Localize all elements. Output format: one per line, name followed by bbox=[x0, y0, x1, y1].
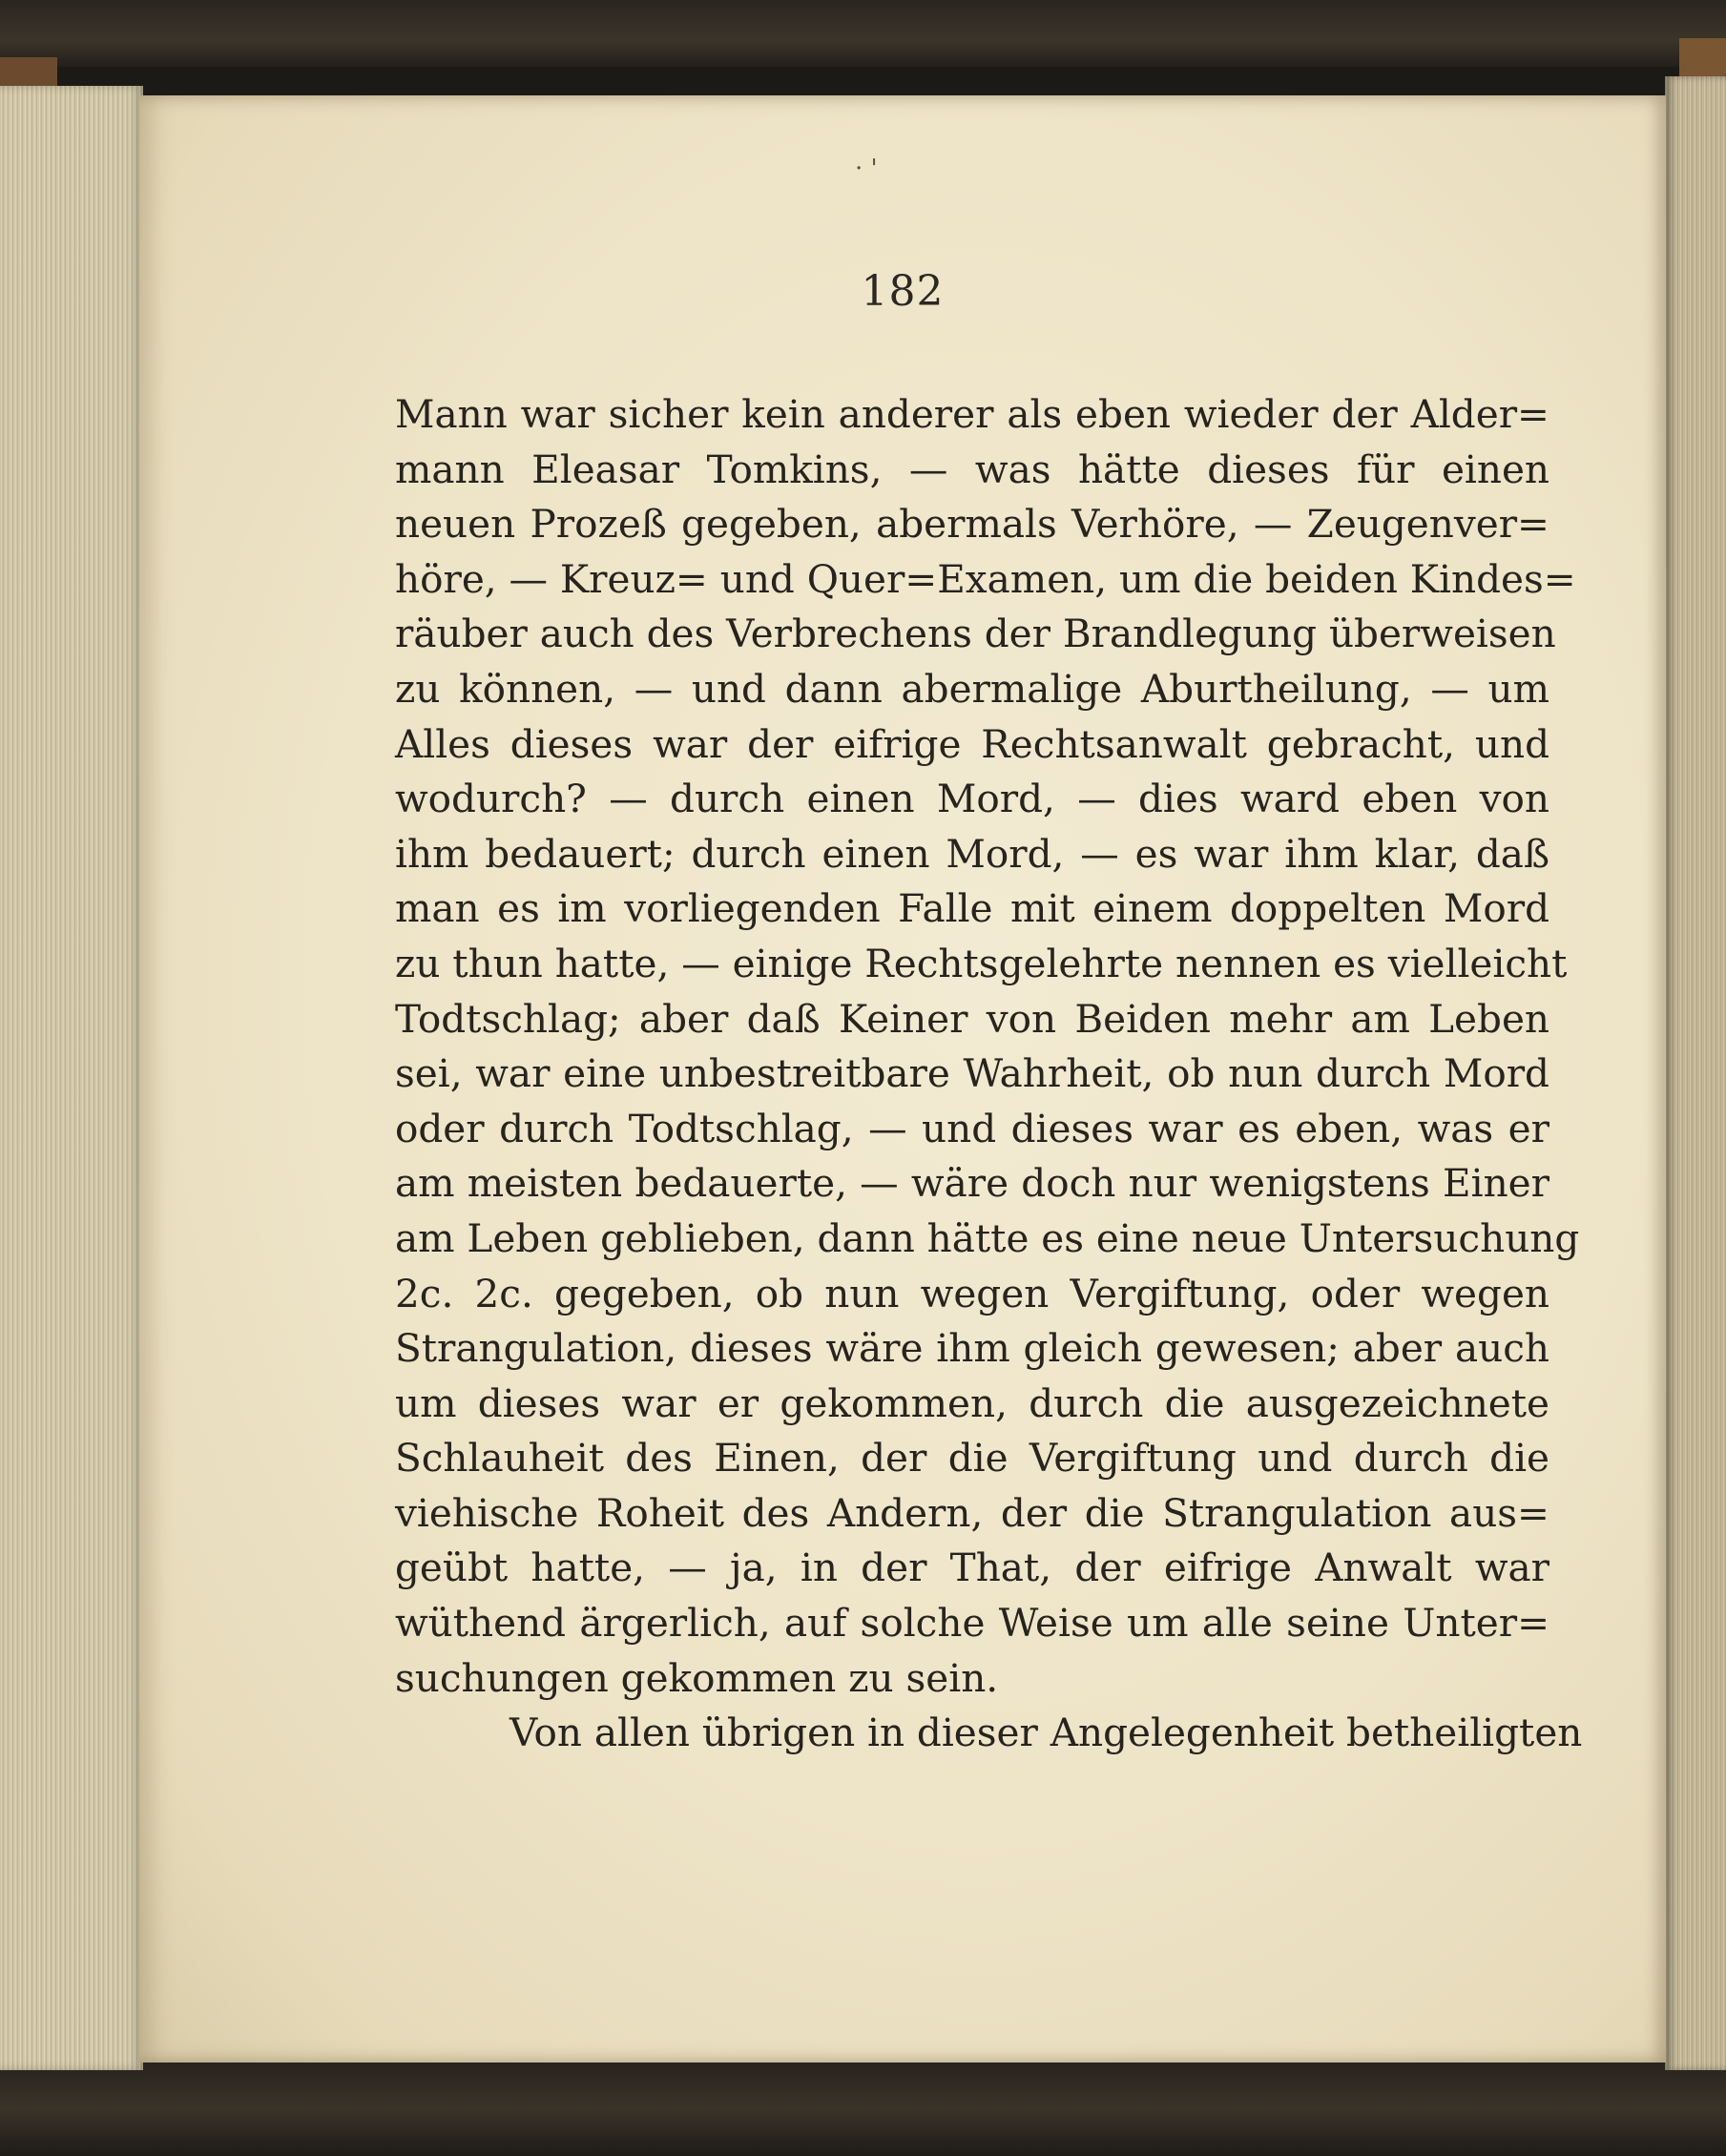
text-line: neuen Prozeß gegeben, abermals Verhöre, — Zeugenver= bbox=[395, 501, 1549, 548]
text-line: am meisten bedauerte, — wäre doch nur wenigstens Einer bbox=[395, 1160, 1549, 1207]
book-cover-bottom-edge bbox=[0, 2061, 1726, 2156]
text-line: räuber auch des Verbrechens der Brandlegung überweisen bbox=[395, 611, 1556, 657]
text-line: mann Eleasar Tomkins, — was hätte dieses für einen bbox=[395, 446, 1549, 492]
text-line: Strangulation, dieses wäre ihm gleich gewesen; aber auch bbox=[395, 1325, 1549, 1372]
text-line: man es im vorliegenden Falle mit einem doppelten Mord bbox=[395, 885, 1549, 932]
text-line: um dieses war er gekommen, durch die ausgezeichnete bbox=[395, 1379, 1549, 1426]
page-number: 182 bbox=[861, 267, 945, 316]
text-line: höre, — Kreuz= und Quer=Examen, um die beiden Kindes= bbox=[395, 555, 1576, 602]
text-line: wodurch? — durch einen Mord, — dies ward eben von bbox=[395, 776, 1549, 822]
text-line-paragraph-start: Von allen übrigen in dieser Angelegenheit betheiligten bbox=[509, 1710, 1583, 1756]
text-line-paragraph-end: suchungen gekommen zu sein. bbox=[395, 1654, 999, 1701]
text-line: ihm bedauert; durch einen Mord, — es war ihm klar, daß bbox=[395, 830, 1549, 877]
page-edges-left bbox=[0, 86, 143, 2070]
body-text bbox=[395, 387, 1583, 1761]
book-cover-top-edge bbox=[0, 0, 1726, 67]
text-line: zu können, — und dann abermalige Aburtheilung, — um bbox=[395, 665, 1549, 712]
text-line: Mann war sicher kein anderer als eben wieder der Alder= bbox=[395, 391, 1549, 437]
text-line: Todtschlag; aber daß Keiner von Beiden mehr am Leben bbox=[395, 995, 1549, 1042]
text-line: Alles dieses war der eifrige Rechtsanwalt gebracht, und bbox=[395, 720, 1549, 767]
text-line: viehische Roheit des Andern, der die Strangulation aus= bbox=[395, 1489, 1549, 1536]
text-line: oder durch Todtschlag, — und dieses war es eben, was er bbox=[395, 1105, 1549, 1151]
text-line: 2c. 2c. gegeben, ob nun wegen Vergiftung, oder wegen bbox=[395, 1270, 1549, 1316]
text-line: am Leben geblieben, dann hätte es eine neue Untersuchung bbox=[395, 1214, 1580, 1261]
text-line: sei, war eine unbestreitbare Wahrheit, ob nun durch Mord bbox=[395, 1050, 1549, 1097]
stray-ink-mark: · ' bbox=[855, 155, 878, 183]
text-line: zu thun hatte, — einige Rechtsgelehrte nennen es vielleicht bbox=[395, 940, 1568, 986]
page-edges-right bbox=[1665, 76, 1726, 2070]
book-page bbox=[139, 95, 1666, 2063]
text-line: wüthend ärgerlich, auf solche Weise um alle seine Unter= bbox=[395, 1600, 1549, 1647]
text-line: Schlauheit des Einen, der die Vergiftung und durch die bbox=[395, 1435, 1549, 1482]
text-line: geübt hatte, — ja, in der That, der eifrige Anwalt war bbox=[395, 1544, 1549, 1591]
